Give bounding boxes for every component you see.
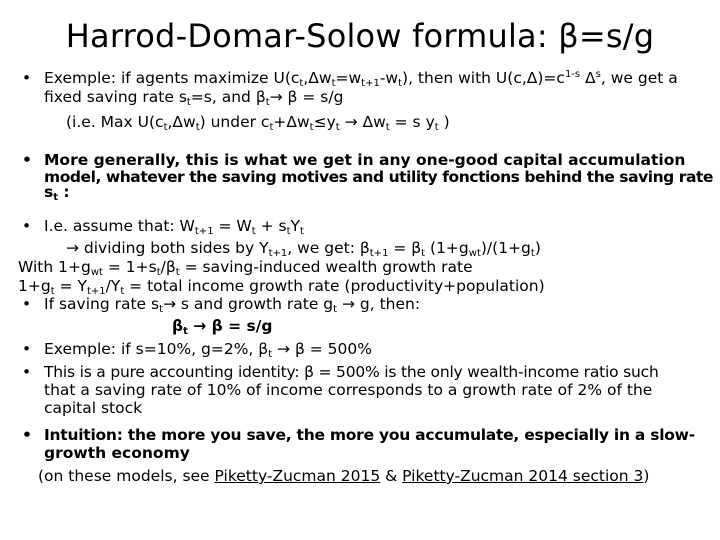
bullet-marker: • [22,151,32,169]
income-growth-definition: $1+g_t = Y_{t+1}/Y_t$ = total income growth rate (productivity+population) [18,277,545,297]
intuition-line1: Intuition: the more you save, the more you accumulate, especially in a slow- [44,426,695,444]
piketty-zucman-2015-link[interactable]: Piketty-Zucman 2015 [214,467,381,485]
saving-rate-limit-line: If saving rate $s_t\to s$ and growth rate $g_t \to g$, then: [44,295,421,315]
exemple-utility-line1: Exemple: if agents maximize $U(c_t,\Delta w_t=w_{t+1}-w_t)$, then with $U(c,\Delta)=c^{1-s}$ $\Delta^s$, we get a [44,69,678,89]
accounting-identity-line2: that a saving rate of 10% of income corresponds to a growth rate of 2% of the [44,381,653,399]
bullet-marker: • [22,69,32,87]
slide-title: Harrod-Domar-Solow formula: β=s/g [65,17,655,55]
accounting-identity-line1: This is a pure accounting identity: β = 500% is the only wealth-income ratio such [44,363,659,381]
wealth-growth-definition: With $1+g_{wt} = 1+s_t/\beta_t$ = saving-induced wealth growth rate [18,258,473,278]
piketty-zucman-2014-link[interactable]: Piketty-Zucman 2014 section 3 [402,467,644,485]
generality-line1: More generally, this is what we get in any one-good capital accumulation [44,151,686,169]
intuition-line2: growth economy [44,444,190,462]
dividing-line: → dividing both sides by $Y_{t+1}$, we get: $\beta_{t+1} = \beta_t$ $(1+g_{wt})/(1+g_t)$ [66,239,541,259]
bullet-marker: • [22,426,32,444]
bullet-marker: • [22,340,32,358]
exemple-utility-line2: fixed saving rate $s_t=s$, and $\beta_t\to \beta = s/g$ [44,88,344,108]
accounting-identity-line3: capital stock [44,399,143,417]
generality-line3: $s_t$ : [44,183,70,203]
bullet-marker: • [22,295,32,313]
exemple-utility-line3: (i.e. Max $U(c_t,\Delta w_t)$ under $c_t+\Delta w_t\le y_t \to \Delta w_t = s$ $y_t$ ) [66,113,450,133]
bullet-marker: • [22,217,32,235]
steady-state-formula: $\beta_t \to \beta = s/g$ [172,317,273,337]
references-line: (on these models, see Piketty-Zucman 2015 & Piketty-Zucman 2014 section 3) [38,467,650,485]
bullet-marker: • [22,363,32,381]
generality-line2: model, whatever the saving motives and utility fonctions behind the saving rate [44,168,713,186]
numeric-example-line: Exemple: if s=10%, g=2%, $\beta_t \to \beta = 500\%$ [44,340,372,360]
assumption-line: I.e. assume that: $W_{t+1} = W_t + s_tY_t$ [44,217,304,237]
